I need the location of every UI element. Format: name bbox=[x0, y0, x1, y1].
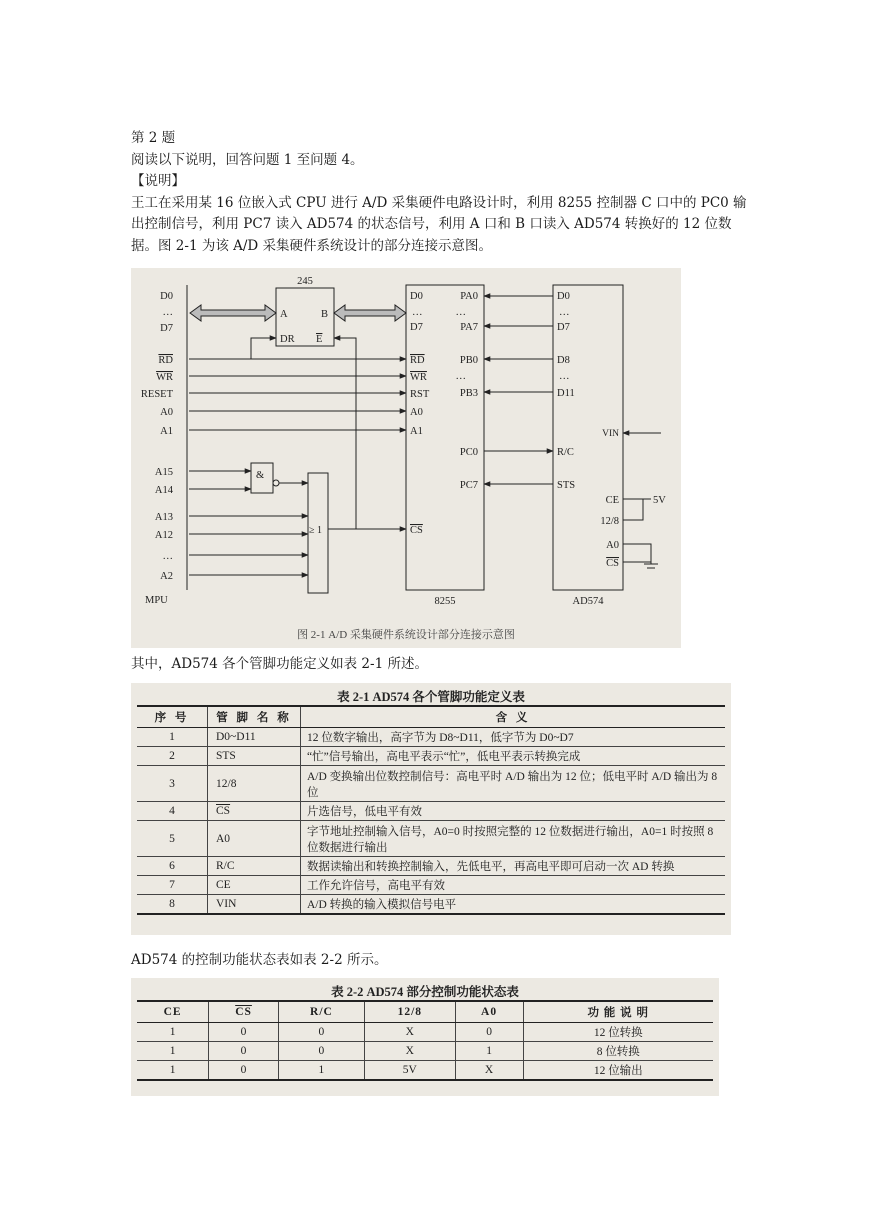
control-state-table bbox=[131, 978, 719, 1096]
buffer-pin: B bbox=[321, 309, 329, 320]
header-cell: 功 能 说 明 bbox=[523, 1001, 713, 1023]
table-cell: 12 位输出 bbox=[523, 1061, 713, 1081]
table1-intro: 其中，AD574 各个管脚功能定义如表 2-1 所述。 bbox=[131, 656, 428, 672]
intro-text bbox=[131, 128, 751, 257]
ppi-label: 8255 bbox=[434, 596, 456, 607]
table-cell: 12 位转换 bbox=[523, 1023, 713, 1042]
table-row bbox=[137, 766, 725, 802]
adc-pin: D7 bbox=[557, 322, 570, 333]
table-row bbox=[137, 1042, 713, 1061]
table-cell: 0 bbox=[278, 1023, 364, 1042]
mpu-label: MPU bbox=[145, 595, 168, 606]
mpu-pin: A0 bbox=[160, 407, 173, 418]
table-cell: 0 bbox=[209, 1042, 279, 1061]
table-cell: 2 bbox=[137, 747, 208, 766]
table-cell: 字节地址控制输入信号，A0=0 时按照完整的 12 位数据进行输出，A0=1 时按照 8 位数据进行输出 bbox=[301, 821, 726, 857]
buffer-pin: E bbox=[316, 334, 323, 345]
table-cell: 数据读输出和转换控制输入，先低电平，再高电平即可启动一次 AD 转换 bbox=[301, 857, 726, 876]
table-cell: 片选信号，低电平有效 bbox=[301, 802, 726, 821]
adc-pin: D8 bbox=[557, 355, 570, 366]
table-cell: $\overline{CS}$ bbox=[208, 802, 301, 821]
ppi-pin: … bbox=[455, 371, 466, 382]
figure-caption: 图 2-1 A/D 采集硬件系统设计部分连接示意图 bbox=[297, 629, 515, 641]
question-number: 第 2 题 bbox=[131, 130, 176, 146]
table-cell: 工作允许信号，高电平有效 bbox=[301, 876, 726, 895]
ppi-pin: … bbox=[455, 307, 466, 318]
ppi-pin: PA7 bbox=[460, 322, 478, 333]
mpu-pin: A14 bbox=[154, 485, 173, 496]
ppi-pin: PB3 bbox=[459, 388, 478, 399]
table-cell: 0 bbox=[278, 1042, 364, 1061]
table1-title: 表 2-1 AD574 各个管脚功能定义表 bbox=[337, 690, 525, 704]
table-cell: 7 bbox=[137, 876, 208, 895]
header-cell: 12/8 bbox=[365, 1001, 456, 1023]
table-cell: 4 bbox=[137, 802, 208, 821]
table-cell: VIN bbox=[208, 895, 301, 915]
table-row bbox=[137, 857, 725, 876]
table-row bbox=[137, 747, 725, 766]
table-cell: 0 bbox=[209, 1023, 279, 1042]
table-cell: X bbox=[455, 1061, 523, 1081]
adc-supply-label: 5V bbox=[653, 495, 666, 506]
adc-label: AD574 bbox=[572, 596, 604, 607]
table-cell: X bbox=[365, 1042, 456, 1061]
table-cell: 12/8 bbox=[208, 766, 301, 802]
mpu-pin: A12 bbox=[154, 530, 173, 541]
header-cell: 含 义 bbox=[301, 706, 726, 728]
mpu-pin: D0 bbox=[160, 291, 173, 302]
table-cell: STS bbox=[208, 747, 301, 766]
section-heading: 【说明】 bbox=[131, 173, 185, 189]
table-header-row bbox=[137, 706, 725, 728]
mpu-pin: A15 bbox=[154, 467, 173, 478]
description-paragraph: 王工在采用某 16 位嵌入式 CPU 进行 A/D 采集硬件电路设计时，利用 8255 控制器 C 口中的 PC0 输出控制信号，利用 PC7 读入 AD574 的状态信号，利用 A 口和 B 口读入 AD574 转换好的 12 位数据。图 2-1 为该 A/D 采集硬件系统设计的部分连接示意图。 bbox=[131, 194, 747, 254]
ppi-pin: … bbox=[412, 307, 423, 318]
adc-pin: A0 bbox=[606, 540, 619, 551]
adc-pin: STS bbox=[557, 480, 576, 491]
adc-pin: … bbox=[559, 307, 570, 318]
table2-intro: AD574 的控制功能状态表如表 2-2 所示。 bbox=[131, 952, 388, 968]
table-cell: 3 bbox=[137, 766, 208, 802]
adc-pin: … bbox=[559, 371, 570, 382]
table-cell: “忙”信号输出，高电平表示“忙”，低电平表示转换完成 bbox=[301, 747, 726, 766]
buffer-245-label: 245 bbox=[297, 276, 313, 287]
table-cell: 6 bbox=[137, 857, 208, 876]
table-cell: CE bbox=[208, 876, 301, 895]
table-cell: 1 bbox=[137, 1023, 209, 1042]
table-cell: A/D 变换输出位数控制信号：高电平时 A/D 输出为 12 位；低电平时 A/D 输出为 8 位 bbox=[301, 766, 726, 802]
bus-arrow-245-8255 bbox=[334, 305, 406, 321]
table-row bbox=[137, 1061, 713, 1081]
ppi-pin: CS bbox=[410, 525, 423, 536]
table-cell: A/D 转换的输入模拟信号电平 bbox=[301, 895, 726, 915]
instruction: 阅读以下说明，回答问题 1 至问题 4。 bbox=[131, 151, 364, 168]
mpu-pin: A2 bbox=[160, 571, 173, 582]
table-cell: X bbox=[365, 1023, 456, 1042]
table-cell: R/C bbox=[208, 857, 301, 876]
adc-pin: VIN bbox=[602, 429, 619, 439]
mpu-pin: RD bbox=[158, 355, 173, 366]
table-cell: A0 bbox=[208, 821, 301, 857]
buffer-pin: DR bbox=[280, 334, 295, 345]
table-row bbox=[137, 802, 725, 821]
ppi-pin: A0 bbox=[410, 407, 423, 418]
header-cell: R/C bbox=[278, 1001, 364, 1023]
bus-arrow-mpu-245 bbox=[190, 305, 276, 321]
table-cell: 8 位转换 bbox=[523, 1042, 713, 1061]
and-gate-symbol: & bbox=[256, 470, 265, 481]
ppi-8255-labels bbox=[410, 291, 478, 607]
ppi-pin: PA0 bbox=[460, 291, 478, 302]
ppi-pin: D0 bbox=[410, 291, 423, 302]
or-gate-symbol: ≥ 1 bbox=[309, 525, 322, 536]
table-header-row bbox=[137, 1001, 713, 1023]
ppi-pin: D7 bbox=[410, 322, 423, 333]
table-row bbox=[137, 895, 725, 915]
ppi-pin: WR bbox=[410, 372, 427, 383]
header-cell: A0 bbox=[455, 1001, 523, 1023]
adc-ad574-labels bbox=[557, 291, 666, 607]
mpu-pin: … bbox=[162, 307, 173, 318]
table-cell: 0 bbox=[455, 1023, 523, 1042]
table-cell: D0~D11 bbox=[208, 728, 301, 747]
table-row bbox=[137, 876, 725, 895]
table-row bbox=[137, 821, 725, 857]
ppi-pin: PC0 bbox=[459, 447, 478, 458]
adc-pin: 12/8 bbox=[600, 516, 619, 527]
ppi-pin: PC7 bbox=[459, 480, 478, 491]
ppi-pin: RD bbox=[410, 355, 425, 366]
adc-pin: CS bbox=[606, 558, 619, 569]
table-cell: 5V bbox=[365, 1061, 456, 1081]
pin-definition-table bbox=[131, 683, 731, 935]
mpu-labels bbox=[141, 291, 174, 606]
table-row bbox=[137, 728, 725, 747]
ppi-pin: PB0 bbox=[459, 355, 478, 366]
table-cell: 1 bbox=[278, 1061, 364, 1081]
table-cell: 0 bbox=[209, 1061, 279, 1081]
table-cell: 12 位数字输出，高字节为 D8~D11，低字节为 D0~D7 bbox=[301, 728, 726, 747]
buffer-pin: A bbox=[280, 309, 288, 320]
header-cell: 序 号 bbox=[137, 706, 208, 728]
mpu-pin: … bbox=[162, 551, 173, 562]
header-cell: $\overline{CS}$ bbox=[209, 1001, 279, 1023]
table-cell: 1 bbox=[137, 1061, 209, 1081]
table-row bbox=[137, 1023, 713, 1042]
adc-pin: D0 bbox=[557, 291, 570, 302]
table-cell: 5 bbox=[137, 821, 208, 857]
table-cell: 1 bbox=[455, 1042, 523, 1061]
mpu-pin: RESET bbox=[140, 389, 173, 400]
table-cell: 1 bbox=[137, 1042, 209, 1061]
table-cell: 1 bbox=[137, 728, 208, 747]
table2-title: 表 2-2 AD574 部分控制功能状态表 bbox=[331, 985, 519, 999]
table-cell: 8 bbox=[137, 895, 208, 915]
ppi-pin: A1 bbox=[410, 426, 423, 437]
adc-pin: R/C bbox=[557, 447, 574, 458]
mpu-pin: D7 bbox=[160, 323, 173, 334]
mpu-pin: A1 bbox=[160, 426, 173, 437]
circuit-diagram bbox=[131, 268, 681, 648]
adc-pin: D11 bbox=[557, 388, 575, 399]
mpu-pin: A13 bbox=[154, 512, 173, 523]
mpu-pin: WR bbox=[156, 372, 173, 383]
adc-pin: CE bbox=[605, 495, 619, 506]
ppi-pin: RST bbox=[410, 389, 430, 400]
header-cell: 管 脚 名 称 bbox=[208, 706, 301, 728]
header-cell: CE bbox=[137, 1001, 209, 1023]
